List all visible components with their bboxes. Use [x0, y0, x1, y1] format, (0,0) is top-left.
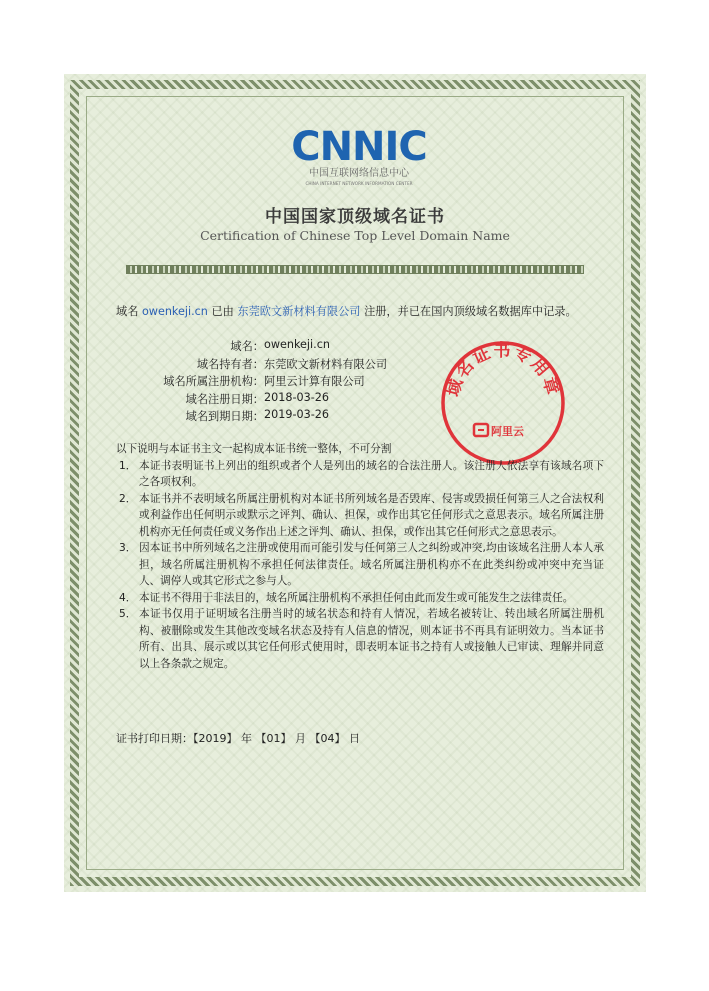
terms-section — [116, 441, 604, 672]
print-day-unit: 日 — [349, 732, 360, 745]
term-text: 本证书并不表明域名所属注册机构对本证书所列域名是否毁库、侵害或毁损任何第三人之合法权利或利益作出任何明示或默示之评判、确认、担保，或作出其它任何形式之意思表示。域名所属注册机构亦无任何责任或义务作出上述之评判、确认、担保，或作出其它任何形式之意思表示。 — [139, 492, 604, 538]
info-value: 2019-03-26 — [264, 408, 330, 421]
print-day: 【04】 — [309, 732, 346, 745]
svg-text:域名证书专用章 — [443, 340, 564, 399]
statement-middle: 已由 — [211, 305, 234, 318]
term-item — [116, 458, 604, 491]
info-value: 2018-03-26 — [264, 390, 330, 404]
info-label: 域名所属注册机构： — [163, 375, 264, 388]
certificate-title-cn: 中国国家顶级域名证书 — [265, 207, 445, 227]
statement-domain: owenkeji.cn — [141, 305, 208, 318]
print-date — [116, 730, 360, 746]
term-number: 2． — [119, 492, 137, 505]
certificate-title-en: Certification of Chinese Top Level Domain Name — [200, 228, 510, 243]
info-value: 东莞欧文新材料有限公司 — [264, 357, 388, 371]
registration-statement — [116, 303, 646, 319]
term-number: 5． — [119, 608, 137, 620]
ornamental-divider — [126, 265, 584, 274]
term-item — [116, 540, 604, 590]
statement-prefix: 域名 — [116, 305, 139, 318]
terms-intro: 以下说明与本证书主文一起构成本证书统一整体，不可分割 — [116, 443, 392, 455]
cnnic-logo — [274, 122, 444, 192]
print-month: 【01】 — [255, 732, 292, 745]
statement-suffix: 注册，并已在国内顶级域名数据库中记录。 — [364, 305, 577, 318]
print-month-unit: 月 — [295, 732, 306, 745]
print-year: 【2019】 — [193, 732, 238, 745]
term-item — [116, 590, 604, 607]
statement-company: 东莞欧文新材料有限公司 — [237, 305, 361, 318]
term-number: 1． — [119, 459, 137, 472]
seal-brand: 阿里云 — [491, 425, 524, 438]
term-text: 本证书仅用于证明域名注册当时的域名状态和持有人情况，若域名被转让、转出域名所属注册机构、被删除或发生其他改变域名状态及持有人信息的情况，则本证书不再具有证明效力。当本证书所有、出具、展示或以其它任何形式使用时，即表明本证书之持有人或接触人已审读、理解并同意以上各条款之规定。 — [139, 608, 604, 670]
info-value: owenkeji.cn — [264, 338, 330, 351]
info-label: 域名到期日期： — [185, 410, 264, 423]
seal-text: 域名证书专用章 — [443, 341, 563, 399]
term-text: 因本证书中所列域名之注册或使用而可能引发与任何第三人之纠纷或冲突,均由该域名注册人本人承担，域名所属注册机构不承担任何法律责任。域名所属注册机构亦不在此类纠纷或冲突中充当证人、调停人或其它形式之参与人。 — [139, 542, 604, 587]
certificate — [64, 74, 646, 892]
term-number: 3． — [119, 542, 137, 554]
term-item — [116, 491, 604, 541]
logo-name-cn: 中国互联网络信息中心 — [309, 168, 409, 179]
info-label: 域名： — [230, 340, 264, 353]
info-label: 域名持有者： — [196, 357, 264, 371]
info-value: 阿里云计算有限公司 — [264, 375, 365, 388]
logo-wordmark: CNNIC — [291, 124, 427, 170]
print-date-label: 证书打印日期： — [116, 732, 193, 745]
print-year-unit: 年 — [241, 732, 252, 745]
logo-name-en: CHINA INTERNET NETWORK INFORMATION CENTER — [305, 181, 413, 186]
term-number: 4． — [119, 591, 137, 604]
term-text: 本证书不得用于非法目的，域名所属注册机构不承担任何由此而发生或可能发生之法律责任。 — [139, 591, 574, 604]
term-text: 本证书表明证书上列出的组织或者个人是列出的域名的合法注册人。该注册人依法享有该域名项下之各项权利。 — [139, 459, 604, 488]
term-item — [116, 606, 604, 672]
info-label: 域名注册日期： — [185, 392, 264, 406]
